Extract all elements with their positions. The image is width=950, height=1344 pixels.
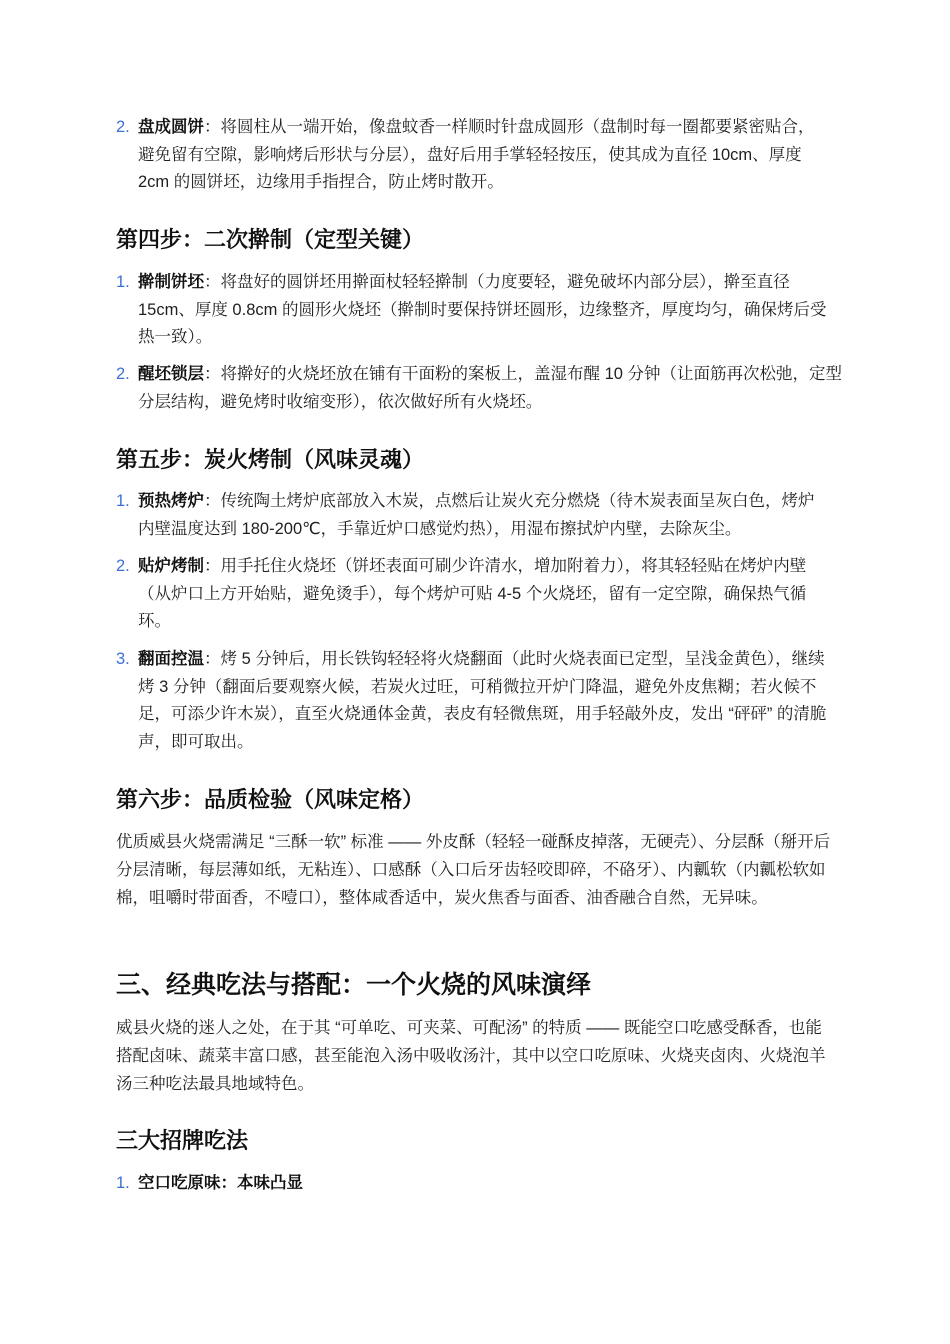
- section-paragraph: 威县火烧的迷人之处，在于其 “可单吃、可夹菜、可配汤” 的特质 —— 既能空口吃感受酥香，也能搭配卤味、蔬菜丰富口感，甚至能泡入汤中吸收汤汁，其中以空口吃原味、火烧夹卤肉、火烧泡羊汤三种吃法最具地域特色。: [116, 1019, 826, 1093]
- item-lead: 擀制饼坯: [138, 273, 204, 291]
- list-item: [116, 646, 840, 756]
- item-lead: 盘成圆饼: [138, 118, 204, 136]
- list-number: 2.: [116, 557, 130, 575]
- quality-paragraph: 优质威县火烧需满足 “三酥一软” 标准 —— 外皮酥（轻轻一碰酥皮掉落，无硬壳）、分层酥（掰开后分层清晰，每层薄如纸，无粘连）、口感酥（入口后牙齿轻咬即碎，不硌牙）、内瓤软（内瓤松软如棉，咀嚼时带面香，不噎口），整体咸香适中，炭火焦香与面香、油香融合自然，无异味。: [116, 833, 831, 907]
- heading-step4: 第四步：二次擀制（定型关键）: [116, 227, 425, 252]
- item-lead: 预热烤炉: [138, 492, 204, 510]
- list-item: [116, 488, 828, 543]
- heading-step5: 第五步：炭火烤制（风味灵魂）: [116, 447, 425, 472]
- list-item: [116, 269, 828, 352]
- list-item: [116, 1170, 828, 1198]
- list-item: [116, 114, 828, 197]
- item-text: ：烤 5 分钟后，用长铁钩轻轻将火烧翻面（此时火烧表面已定型，呈浅金黄色），继续烤 3 分钟（翻面后要观察火候，若炭火过旺，可稍微拉开炉门降温，避免外皮焦糊；若火候不足，可添少许木炭），直至火烧通体金黄，表皮有轻微焦斑，用手轻敲外皮，发出 “砰砰” 的清脆声，即可取出。: [138, 650, 827, 751]
- list-number: 1.: [116, 492, 130, 510]
- subheading: 三大招牌吃法: [116, 1128, 249, 1153]
- list-number: 3.: [116, 650, 130, 668]
- list-item: [116, 361, 846, 416]
- list-number: 2.: [116, 118, 130, 136]
- item-text: ：将盘好的圆饼坯用擀面杖轻轻擀制（力度要轻，避免破坏内部分层），擀至直径 15cm、厚度 0.8cm 的圆形火烧坯（擀制时要保持饼坯圆形，边缘整齐，厚度均匀，确保烤后受热一致）。: [138, 273, 827, 347]
- section-heading: 三、经典吃法与搭配：一个火烧的风味演绎: [116, 971, 592, 999]
- item-lead: 翻面控温: [138, 650, 204, 668]
- list-item: [116, 553, 828, 636]
- item-lead: 醒坯锁层: [138, 365, 204, 383]
- list-number: 1.: [116, 273, 130, 291]
- item-text: ：用手托住火烧坯（饼坯表面可刷少许清水，增加附着力），将其轻轻贴在烤炉内壁（从炉口上方开始贴，避免烫手），每个烤炉可贴 4-5 个火烧坯，留有一定空隙，确保热气循环。: [138, 557, 807, 631]
- item-lead: 贴炉烤制: [138, 557, 204, 575]
- item-text: ：传统陶土烤炉底部放入木炭，点燃后让炭火充分燃烧（待木炭表面呈灰白色，烤炉内壁温度达到 180-200℃，手靠近炉口感觉灼热），用湿布擦拭炉内壁，去除灰尘。: [138, 492, 815, 538]
- item-lead: 空口吃原味：本味凸显: [138, 1174, 303, 1192]
- item-text: ：将擀好的火烧坯放在铺有干面粉的案板上，盖湿布醒 10 分钟（让面筋再次松弛，定型分层结构，避免烤时收缩变形），依次做好所有火烧坯。: [138, 365, 843, 411]
- list-number: 2.: [116, 365, 130, 383]
- list-number: 1.: [116, 1174, 130, 1192]
- item-text: ：将圆柱从一端开始，像盘蚊香一样顺时针盘成圆形（盘制时每一圈都要紧密贴合，避免留有空隙，影响烤后形状与分层），盘好后用手掌轻轻按压，使其成为直径 10cm、厚度 2cm 的圆饼坯，边缘用手指捏合，防止烤时散开。: [138, 118, 815, 192]
- heading-step6: 第六步：品质检验（风味定格）: [116, 787, 425, 812]
